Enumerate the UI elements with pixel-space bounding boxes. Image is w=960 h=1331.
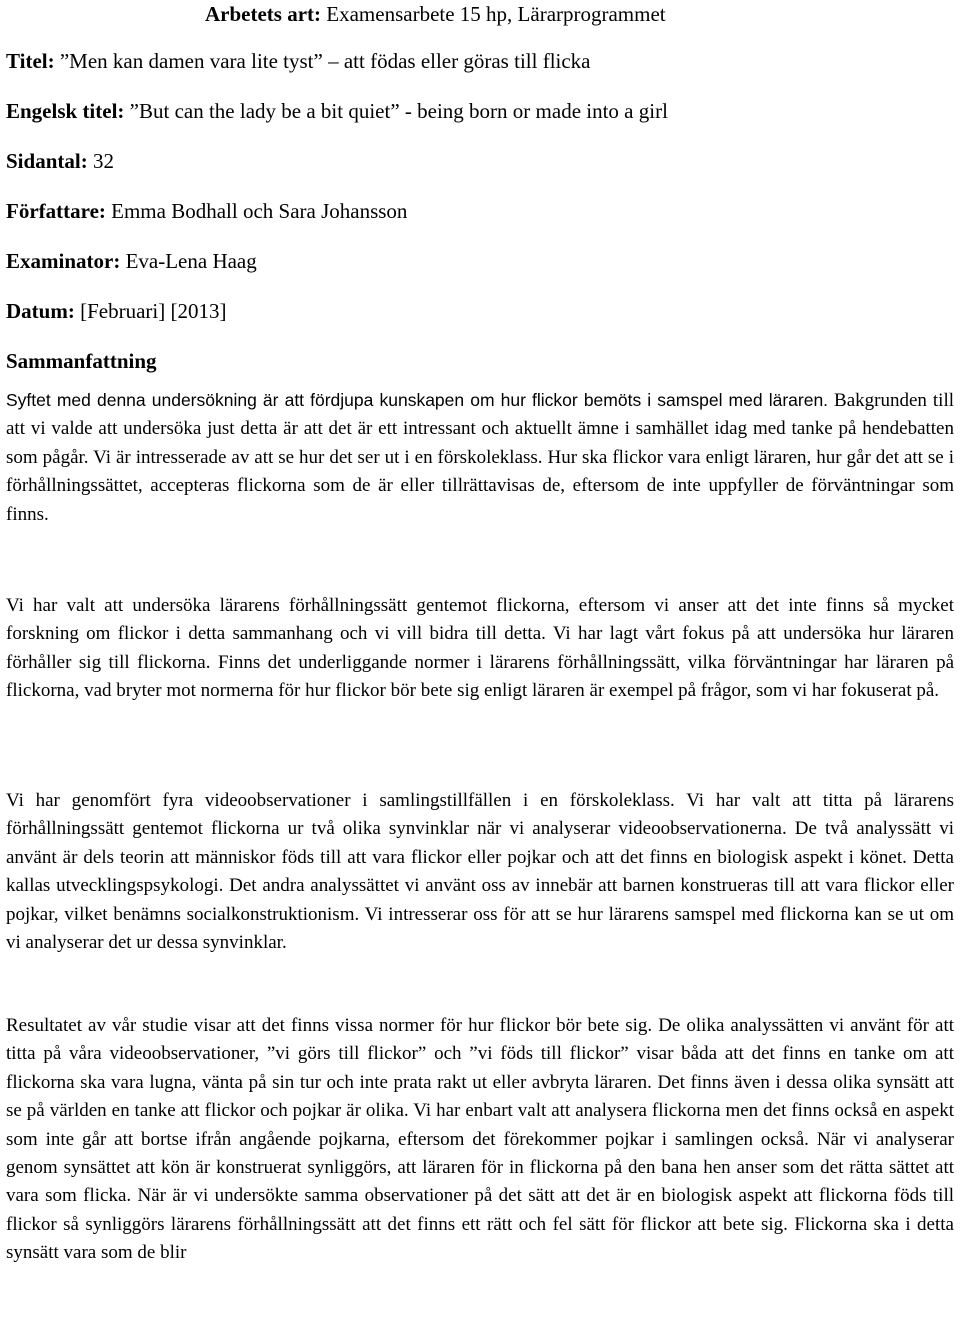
examiner-value: Eva-Lena Haag [125,249,257,273]
authors-value: Emma Bodhall och Sara Johansson [111,199,408,223]
examiner-label: Examinator: [6,249,121,273]
date-value: [Februari] [2013] [80,299,227,323]
authors-row [6,199,407,223]
summary-heading: Sammanfattning [6,349,157,373]
page-count-value: 32 [92,149,114,173]
summary-paragraph-3: Vi har genomfört fyra videoobservationer i samlingstillfällen i en förskoleklass. Vi har valt att titta på lärarens förhållningssätt gentemot flickorna ur två olika synvinklar när vi analyserar videoobservationerna. De två analyssätt vi använt är dels teorin att människor föds till att vara flickor eller pojkar och att det finns en biologisk aspekt i könet. Detta kallas utvecklingspsykologi. Det andra analyssättet vi använt oss av innebär att barnen konstrueras till att vara flickor eller pojkar, vilket benämns socialkonstruktionism. Vi intresserar oss för att se hur lärarens samspel med flickorna kan se ut om vi analyserar det ur dessa synvinklar. [6,790,954,954]
page-count-label: Sidantal: [6,149,88,173]
title-value: ”Men kan damen vara lite tyst” – att födas eller göras till flicka [59,49,591,73]
summary-paragraph-2 [6,592,954,706]
summary-p1-part-d: Hur ska flickor vara enligt läraren, hur går det att se i förhållningssättet, accepteras flickorna som de är eller tillrättavisas de, eftersom de inte uppfyller de förväntningar som finns. [6,446,954,525]
page-count-row [6,149,114,173]
date-label: Datum: [6,299,75,323]
summary-p2-part-a: Vi har valt att undersöka lärarens förhållningssätt gentemot flickorna, eftersom vi anser att det [6,595,780,616]
summary-p1-part-c: Vi är intresserade av att se hur det ser ut i en förskoleklass. [88,446,543,468]
summary-p1-part-a: Syftet med denna undersökning är att fördjupa kunskapen om hur flickor bemöts i samspel med läraren. [6,390,829,410]
english-title-value: ”But can the lady be a bit quiet” - being born or made into a girl [129,99,668,123]
work-type-value: Examensarbete 15 hp, Lärarprogrammet [326,2,666,26]
summary-p1-part-b: Bakgrunden till att vi valde att undersöka just detta är att det är ett intressant och aktuellt ämne i samhället idag med tanke på hendebatten som pågår. [6,390,955,468]
title-row [6,49,591,73]
summary-paragraph-1 [6,386,954,529]
work-type-row [205,2,666,26]
title-label: Titel: [6,49,55,73]
date-row [6,299,226,323]
english-title-row [6,99,668,123]
summary-p2-part-c: Vi har lagt vårt fokus på att undersöka hur läraren förhåller sig till flickorna. Finns det underliggande normer i lärarens förhållningssätt, vilka förväntningar har läraren på flickorna, vad bryter mot normerna för hur flickor bör bete sig enligt läraren är exempel på frågor, som vi har fokuserat på. [6,623,954,702]
authors-label: Författare: [6,199,106,223]
summary-p2-part-b: inte finns så mycket forskning om flickor i detta sammanhang och vi vill bidra till detta. [6,595,955,645]
summary-paragraph-4: Resultatet av vår studie visar att det finns vissa normer för hur flickor bör bete sig. De olika analyssätten vi använt för att titta på våra videoobservationer, ”vi görs till flickor” och ”vi föds till flickor” visar båda att det finns en tanke om att flickorna ska vara lugna, vänta på sin tur och inte prata rakt ut eller avbryta läraren. Det finns även i dessa olika synsätt att se på världen en tanke att flickor och pojkar är olika. Vi har enbart valt att analysera flickorna men det finns också en aspekt som inte går att bortse ifrån angående pojkarna, eftersom det förekommer pojkar i samlingen också. När vi analyserar genom synsättet att kön är konstruerat synliggörs, att läraren för in flickorna på den bana hen anser som det rätta sättet att vara som flicka. När är vi undersökte samma observationer på det sätt att det är en biologisk aspekt att flickorna föds till flickor så synliggörs lärarens förhållningssätt att det finns ett rätt och fel sätt för flickor att bete sig. Flickorna ska i detta synsätt vara som de blir [6,1015,954,1264]
english-title-label: Engelsk titel: [6,99,125,123]
examiner-row [6,249,257,273]
work-type-label: Arbetets art: [205,2,322,26]
